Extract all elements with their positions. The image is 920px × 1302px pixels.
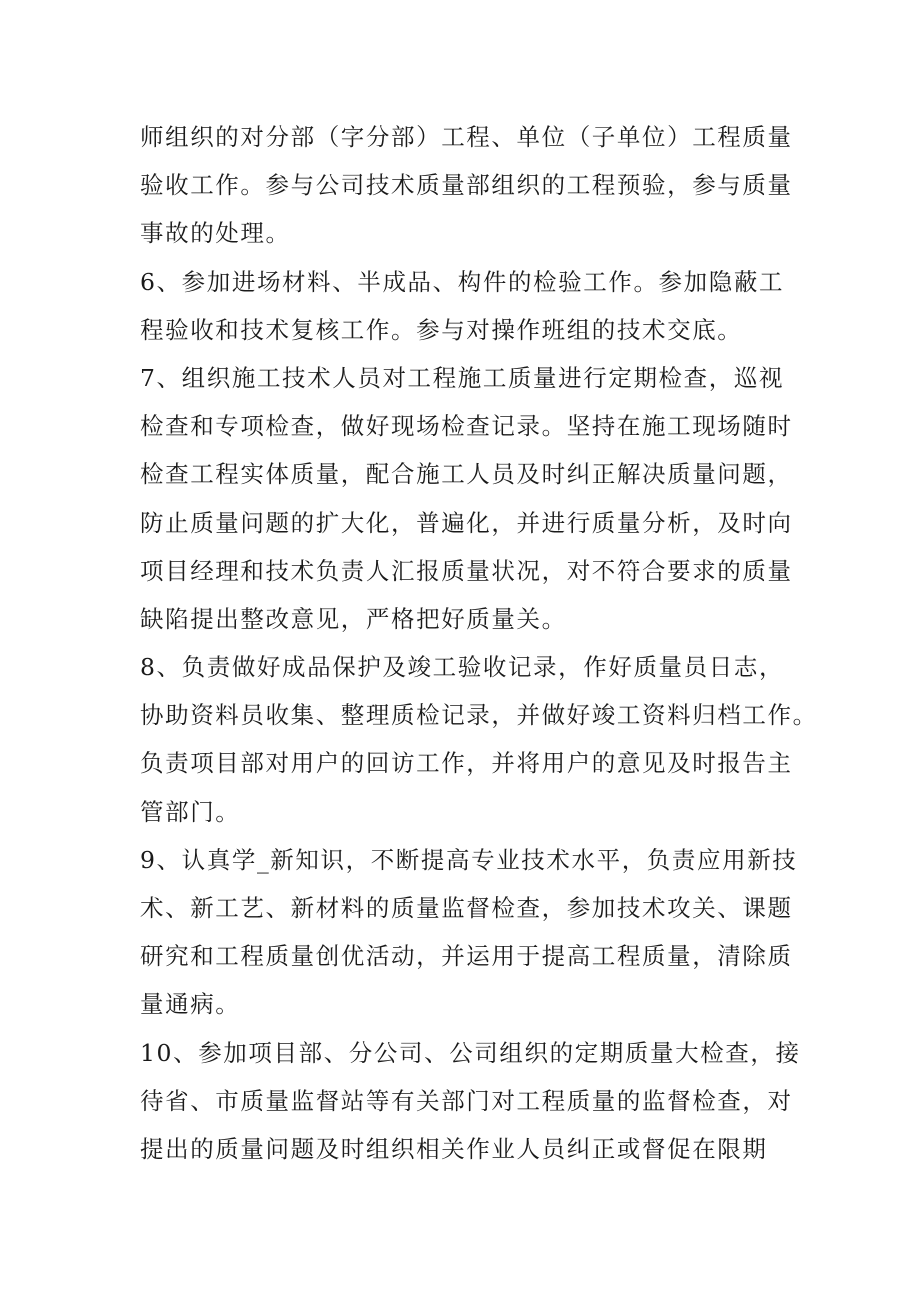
text-line: 检查工程实体质量，配合施工人员及时纠正解决质量问题， <box>140 460 793 489</box>
text-line: 研究和工程质量创优活动，并运用于提高工程质量，清除质 <box>140 942 793 971</box>
text-line: 量通病。 <box>140 990 241 1019</box>
document-body <box>140 113 818 1173</box>
text-line: 协助资料员收集、整理质检记录，并做好竣工资料归档工作。 <box>140 701 818 730</box>
text-line: 10、参加项目部、分公司、公司组织的定期质量大检查，接 <box>140 1038 801 1067</box>
text-line: 缺陷提出整改意见，严格把好质量关。 <box>140 604 567 633</box>
text-line: 项目经理和技术负责人汇报质量状况，对不符合要求的质量 <box>140 556 793 585</box>
text-line: 师组织的对分部（字分部）工程、单位（子单位）工程质量 <box>140 123 793 151</box>
text-line: 检查和专项检查，做好现场检查记录。坚持在施工现场随时 <box>140 412 793 441</box>
text-line: 7、组织施工技术人员对工程施工质量进行定期检查，巡视 <box>140 363 785 392</box>
text-line: 术、新工艺、新材料的质量监督检查，参加技术攻关、课题 <box>140 894 793 922</box>
text-line: 程验收和技术复核工作。参与对操作班组的技术交底。 <box>140 315 743 344</box>
text-line: 负责项目部对用户的回访工作，并将用户的意见及时报告主 <box>140 749 793 778</box>
text-line: 9、认真学_新知识，不断提高专业技术水平，负责应用新技 <box>140 845 798 874</box>
text-line: 8、负责做好成品保护及竣工验收记录，作好质量员日志， <box>140 653 785 682</box>
text-line: 6、参加进场材料、半成品、构件的检验工作。参加隐蔽工 <box>140 267 785 296</box>
text-line: 验收工作。参与公司技术质量部组织的工程预验，参与质量 <box>140 171 793 200</box>
text-line: 管部门。 <box>140 797 241 826</box>
text-line: 事故的处理。 <box>140 219 291 248</box>
text-line: 防止质量问题的扩大化，普遍化，并进行质量分析，及时向 <box>140 508 793 537</box>
text-line: 提出的质量问题及时组织相关作业人员纠正或督促在限期 <box>140 1134 768 1163</box>
text-line: 待省、市质量监督站等有关部门对工程质量的监督检查，对 <box>140 1086 793 1115</box>
